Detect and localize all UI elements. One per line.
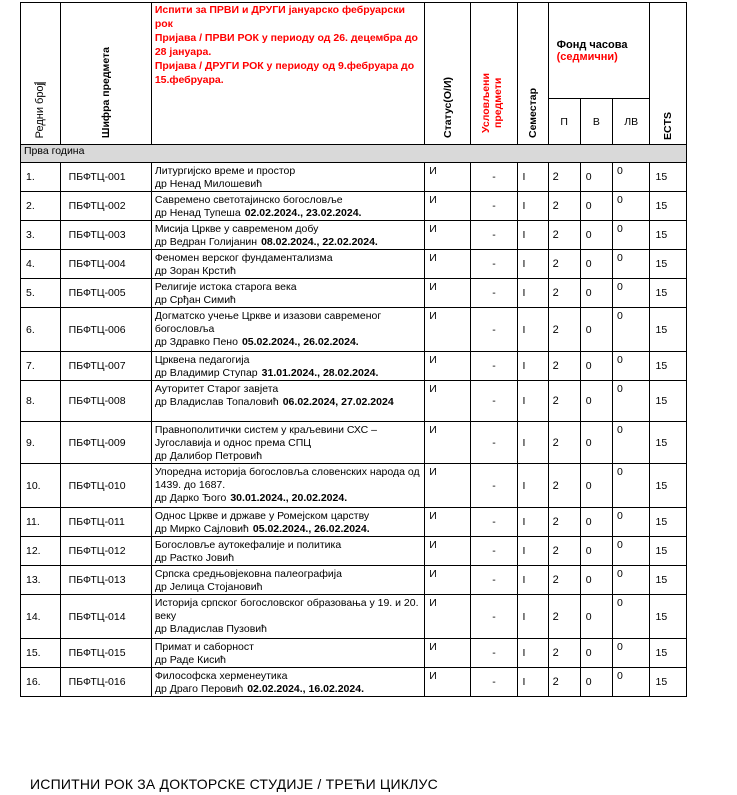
subject-code: ПБФТЦ-009	[60, 422, 151, 464]
hours-v: 0	[580, 381, 612, 422]
subject-cell	[151, 668, 424, 697]
row-number: 5.	[21, 279, 61, 308]
subject-code: ПБФТЦ-003	[60, 221, 151, 250]
semester: I	[517, 508, 548, 537]
table-row	[21, 163, 687, 192]
subject-teacher-line	[155, 552, 421, 565]
semester: I	[517, 221, 548, 250]
header-code	[60, 3, 151, 145]
teacher-name: др Ненад Милошевић	[154, 178, 263, 190]
hours-lv: 0	[612, 537, 650, 566]
table-row	[21, 595, 687, 639]
hours-p: 2	[548, 537, 580, 566]
table-row	[21, 352, 687, 381]
prereq: -	[471, 422, 517, 464]
table-row	[21, 422, 687, 464]
prereq: -	[471, 163, 517, 192]
prereq: -	[471, 308, 517, 352]
table-row	[21, 508, 687, 537]
row-number: 2.	[21, 192, 61, 221]
header-v: В	[580, 99, 612, 145]
ects: 15	[650, 566, 687, 595]
table-row	[21, 537, 687, 566]
row-number: 7.	[21, 352, 61, 381]
exam-dates: 08.02.2024., 22.02.2024.	[261, 236, 378, 248]
hours-v: 0	[580, 464, 612, 508]
hours-v: 0	[580, 566, 612, 595]
subject-code: ПБФТЦ-001	[60, 163, 151, 192]
header-fund	[548, 3, 650, 99]
subject-title: Философска херменеутика	[154, 670, 288, 682]
prereq: -	[471, 192, 517, 221]
prereq: -	[471, 537, 517, 566]
prereq: -	[471, 668, 517, 697]
subject-teacher-line	[155, 265, 421, 278]
teacher-name: др Владислав Топаловић	[154, 396, 279, 408]
row-number: 15.	[21, 639, 61, 668]
status: И	[425, 221, 471, 250]
subject-teacher-line	[155, 654, 421, 667]
semester: I	[517, 163, 548, 192]
teacher-name: др Дарко Ђого	[154, 492, 227, 504]
subject-title: Литургијско време и простор	[154, 165, 296, 177]
subject-title: Примат и саборност	[154, 641, 254, 653]
subject-teacher-line	[155, 683, 421, 696]
hours-v: 0	[580, 308, 612, 352]
row-number: 6.	[21, 308, 61, 352]
footer-title: ИСПИТНИ РОК ЗА ДОКТОРСКЕ СТУДИЈЕ / ТРЕЋИ ЦИКЛУС	[30, 776, 438, 792]
subject-title: Упоредна историја богословља словенских народа од 1439. до 1687.	[154, 466, 420, 491]
subject-teacher-line	[155, 450, 421, 463]
semester: I	[517, 279, 548, 308]
hours-lv: 0	[612, 668, 650, 697]
teacher-name: др Мирко Сајловић	[154, 523, 249, 535]
exam-schedule-table	[20, 2, 687, 697]
status: И	[425, 639, 471, 668]
header-lv: ЛВ	[612, 99, 650, 145]
ects: 15	[650, 639, 687, 668]
subject-title: Правнополитички систем у краљевини СХС – Југославија и однос према СПЦ	[154, 424, 377, 449]
notice-line-3: Пријава / ДРУГИ РОК у периоду од 9.фебруара до 15.фебруара.	[154, 60, 415, 86]
header-fund-weekly-label: (седмични)	[556, 50, 618, 63]
subject-code: ПБФТЦ-008	[60, 381, 151, 422]
teacher-name: др Ненад Тупеша	[154, 207, 241, 219]
status: И	[425, 352, 471, 381]
teacher-name: др Владислав Пузовић	[154, 623, 268, 635]
subject-teacher-line	[155, 178, 421, 191]
hours-p: 2	[548, 639, 580, 668]
hours-v: 0	[580, 192, 612, 221]
hours-v: 0	[580, 595, 612, 639]
semester: I	[517, 250, 548, 279]
ects: 15	[650, 221, 687, 250]
prereq: -	[471, 595, 517, 639]
subject-cell	[151, 422, 424, 464]
subject-title: Богословље аутокефалије и политика	[154, 539, 342, 551]
subject-cell	[151, 464, 424, 508]
hours-p: 2	[548, 381, 580, 422]
table-row	[21, 308, 687, 352]
subject-teacher-line	[155, 294, 421, 307]
hours-lv: 0	[612, 352, 650, 381]
status: И	[425, 422, 471, 464]
hours-p: 2	[548, 668, 580, 697]
header-semester-label: Семестар	[526, 88, 539, 138]
hours-lv: 0	[612, 464, 650, 508]
hours-v: 0	[580, 639, 612, 668]
status: И	[425, 279, 471, 308]
subject-title: Догматско учење Цркве и изазови савременог богословља	[154, 310, 382, 335]
prereq: -	[471, 508, 517, 537]
semester: I	[517, 192, 548, 221]
teacher-name: др Раде Кисић	[154, 654, 227, 666]
hours-p: 2	[548, 221, 580, 250]
prereq: -	[471, 279, 517, 308]
subject-code: ПБФТЦ-015	[60, 639, 151, 668]
header-semester	[517, 3, 548, 145]
hours-lv: 0	[612, 192, 650, 221]
semester: I	[517, 381, 548, 422]
hours-p: 2	[548, 192, 580, 221]
ects: 15	[650, 352, 687, 381]
exam-registration-notice	[151, 3, 424, 145]
subject-code: ПБФТЦ-007	[60, 352, 151, 381]
hours-p: 2	[548, 308, 580, 352]
subject-title: Историја српског богословског образовања у 19. и 20. веку	[154, 597, 419, 622]
table-row	[21, 192, 687, 221]
hours-p: 2	[548, 508, 580, 537]
header-ects-label: ECTS	[662, 111, 675, 140]
subject-code: ПБФТЦ-006	[60, 308, 151, 352]
header-prereq	[471, 3, 517, 145]
subject-title: Мисија Цркве у савременом добу	[154, 223, 319, 235]
status: И	[425, 595, 471, 639]
hours-p: 2	[548, 422, 580, 464]
status: И	[425, 668, 471, 697]
status: И	[425, 464, 471, 508]
hours-lv: 0	[612, 595, 650, 639]
status: И	[425, 163, 471, 192]
teacher-name: др Владимир Ступар	[154, 367, 258, 379]
exam-dates: 05.02.2024., 26.02.2024.	[241, 336, 359, 348]
subject-teacher-line	[155, 336, 421, 349]
subject-code: ПБФТЦ-012	[60, 537, 151, 566]
header-ects	[650, 3, 687, 145]
semester: I	[517, 668, 548, 697]
subject-cell	[151, 192, 424, 221]
subject-cell	[151, 566, 424, 595]
subject-code: ПБФТЦ-013	[60, 566, 151, 595]
hours-v: 0	[580, 537, 612, 566]
table-row	[21, 381, 687, 422]
table-row	[21, 668, 687, 697]
hours-lv: 0	[612, 163, 650, 192]
status: И	[425, 192, 471, 221]
year-row	[21, 145, 687, 163]
subject-teacher-line	[155, 523, 421, 536]
row-number: 12.	[21, 537, 61, 566]
hours-p: 2	[548, 352, 580, 381]
subject-title: Савремено светотајинско богословље	[154, 194, 343, 206]
semester: I	[517, 422, 548, 464]
ects: 15	[650, 250, 687, 279]
hours-v: 0	[580, 279, 612, 308]
table-row	[21, 566, 687, 595]
prereq: -	[471, 464, 517, 508]
hours-v: 0	[580, 352, 612, 381]
ects: 15	[650, 163, 687, 192]
ects: 15	[650, 668, 687, 697]
subject-cell	[151, 537, 424, 566]
status: И	[425, 566, 471, 595]
teacher-name: др Срђан Симић	[154, 294, 236, 306]
subject-cell	[151, 639, 424, 668]
hours-v: 0	[580, 221, 612, 250]
subject-cell	[151, 308, 424, 352]
exam-dates: 31.01.2024., 28.02.2024.	[261, 367, 379, 379]
subject-cell	[151, 595, 424, 639]
prereq: -	[471, 250, 517, 279]
prereq: -	[471, 566, 517, 595]
status: И	[425, 250, 471, 279]
status: И	[425, 308, 471, 352]
hours-v: 0	[580, 422, 612, 464]
subject-teacher-line	[155, 492, 421, 505]
subject-cell	[151, 279, 424, 308]
teacher-name: др Здравко Пено	[154, 336, 238, 348]
row-number: 3.	[21, 221, 61, 250]
ects: 15	[650, 537, 687, 566]
hours-lv: 0	[612, 566, 650, 595]
subject-title: Религије истока старога века	[154, 281, 297, 293]
ects: 15	[650, 279, 687, 308]
row-number: 11.	[21, 508, 61, 537]
status: И	[425, 381, 471, 422]
subject-teacher-line	[155, 367, 421, 380]
subject-cell	[151, 250, 424, 279]
hours-v: 0	[580, 508, 612, 537]
subject-cell	[151, 163, 424, 192]
header-code-label: Шифра предмета	[99, 46, 112, 138]
exam-dates: 06.02.2024, 27.02.2024	[282, 396, 394, 408]
table-row	[21, 250, 687, 279]
semester: I	[517, 308, 548, 352]
teacher-name: др Ведран Голијанин	[154, 236, 258, 248]
hours-v: 0	[580, 163, 612, 192]
semester: I	[517, 352, 548, 381]
subject-code: ПБФТЦ-011	[60, 508, 151, 537]
hours-p: 2	[548, 250, 580, 279]
hours-lv: 0	[612, 221, 650, 250]
ects: 15	[650, 508, 687, 537]
hours-lv: 0	[612, 508, 650, 537]
hours-v: 0	[580, 668, 612, 697]
prereq: -	[471, 639, 517, 668]
subject-cell	[151, 352, 424, 381]
subject-code: ПБФТЦ-016	[60, 668, 151, 697]
row-number: 16.	[21, 668, 61, 697]
subject-teacher-line	[155, 623, 421, 636]
hours-lv: 0	[612, 279, 650, 308]
header-status-label: Статус(О/И)	[441, 76, 454, 138]
hours-p: 2	[548, 279, 580, 308]
header-no	[21, 3, 61, 145]
table-row	[21, 639, 687, 668]
prereq: -	[471, 221, 517, 250]
exam-dates: 05.02.2024., 26.02.2024.	[252, 523, 370, 535]
hours-lv: 0	[612, 381, 650, 422]
semester: I	[517, 639, 548, 668]
header-prereq-label: Условљени предмети	[479, 73, 504, 133]
hours-p: 2	[548, 566, 580, 595]
ects: 15	[650, 464, 687, 508]
ects: 15	[650, 308, 687, 352]
subject-title: Однос Цркве и државе у Ромејском царству	[154, 510, 370, 522]
ects: 15	[650, 381, 687, 422]
subject-cell	[151, 221, 424, 250]
header-fund-label: Фонд часова	[556, 38, 628, 51]
subject-cell	[151, 508, 424, 537]
notice-line-1: Испити за ПРВИ и ДРУГИ јануарско фебруарски рок	[154, 4, 405, 30]
row-number: 10.	[21, 464, 61, 508]
hours-p: 2	[548, 464, 580, 508]
status: И	[425, 508, 471, 537]
hours-lv: 0	[612, 639, 650, 668]
teacher-name: др Јелица Стојановић	[154, 581, 263, 593]
subject-title: Феномен верског фундаментализма	[154, 252, 333, 264]
year-label: Прва година	[21, 145, 687, 163]
subject-title: Ауторитет Старог завјета	[154, 383, 279, 395]
row-number: 1.	[21, 163, 61, 192]
table-row	[21, 279, 687, 308]
subject-code: ПБФТЦ-004	[60, 250, 151, 279]
row-number: 8.	[21, 381, 61, 422]
subject-cell	[151, 381, 424, 422]
teacher-name: др Зоран Крстић	[154, 265, 237, 277]
prereq: -	[471, 381, 517, 422]
hours-v: 0	[580, 250, 612, 279]
teacher-name: др Растко Јовић	[154, 552, 235, 564]
row-number: 14.	[21, 595, 61, 639]
subject-teacher-line	[155, 236, 421, 249]
semester: I	[517, 595, 548, 639]
table-row	[21, 464, 687, 508]
header-p: П	[548, 99, 580, 145]
exam-dates: 30.01.2024., 20.02.2024.	[230, 492, 348, 504]
semester: I	[517, 537, 548, 566]
row-number: 13.	[21, 566, 61, 595]
subject-title: Српска средњовјековна палеографија	[154, 568, 342, 580]
row-number: 4.	[21, 250, 61, 279]
prereq: -	[471, 352, 517, 381]
semester: I	[517, 566, 548, 595]
teacher-name: др Далибор Петровић	[154, 450, 263, 462]
ects: 15	[650, 192, 687, 221]
table-row	[21, 221, 687, 250]
subject-title: Црквена педагогија	[154, 354, 250, 366]
row-number: 9.	[21, 422, 61, 464]
subject-code: ПБФТЦ-002	[60, 192, 151, 221]
subject-teacher-line	[155, 581, 421, 594]
subject-teacher-line	[155, 207, 421, 220]
hours-p: 2	[548, 163, 580, 192]
subject-teacher-line	[155, 396, 421, 409]
subject-code: ПБФТЦ-014	[60, 595, 151, 639]
ects: 15	[650, 595, 687, 639]
hours-lv: 0	[612, 422, 650, 464]
header-no-label: Редни број	[34, 82, 47, 138]
subject-code: ПБФТЦ-010	[60, 464, 151, 508]
exam-dates: 02.02.2024., 16.02.2024.	[247, 683, 364, 695]
hours-lv: 0	[612, 308, 650, 352]
exam-dates: 02.02.2024., 23.02.2024.	[244, 207, 362, 219]
semester: I	[517, 464, 548, 508]
notice-line-2: Пријава / ПРВИ РОК у периоду од 26. децембра до 28 јануара.	[154, 32, 418, 58]
hours-lv: 0	[612, 250, 650, 279]
subject-code: ПБФТЦ-005	[60, 279, 151, 308]
header-status	[425, 3, 471, 145]
teacher-name: др Драго Перовић	[154, 683, 244, 695]
status: И	[425, 537, 471, 566]
hours-p: 2	[548, 595, 580, 639]
ects: 15	[650, 422, 687, 464]
